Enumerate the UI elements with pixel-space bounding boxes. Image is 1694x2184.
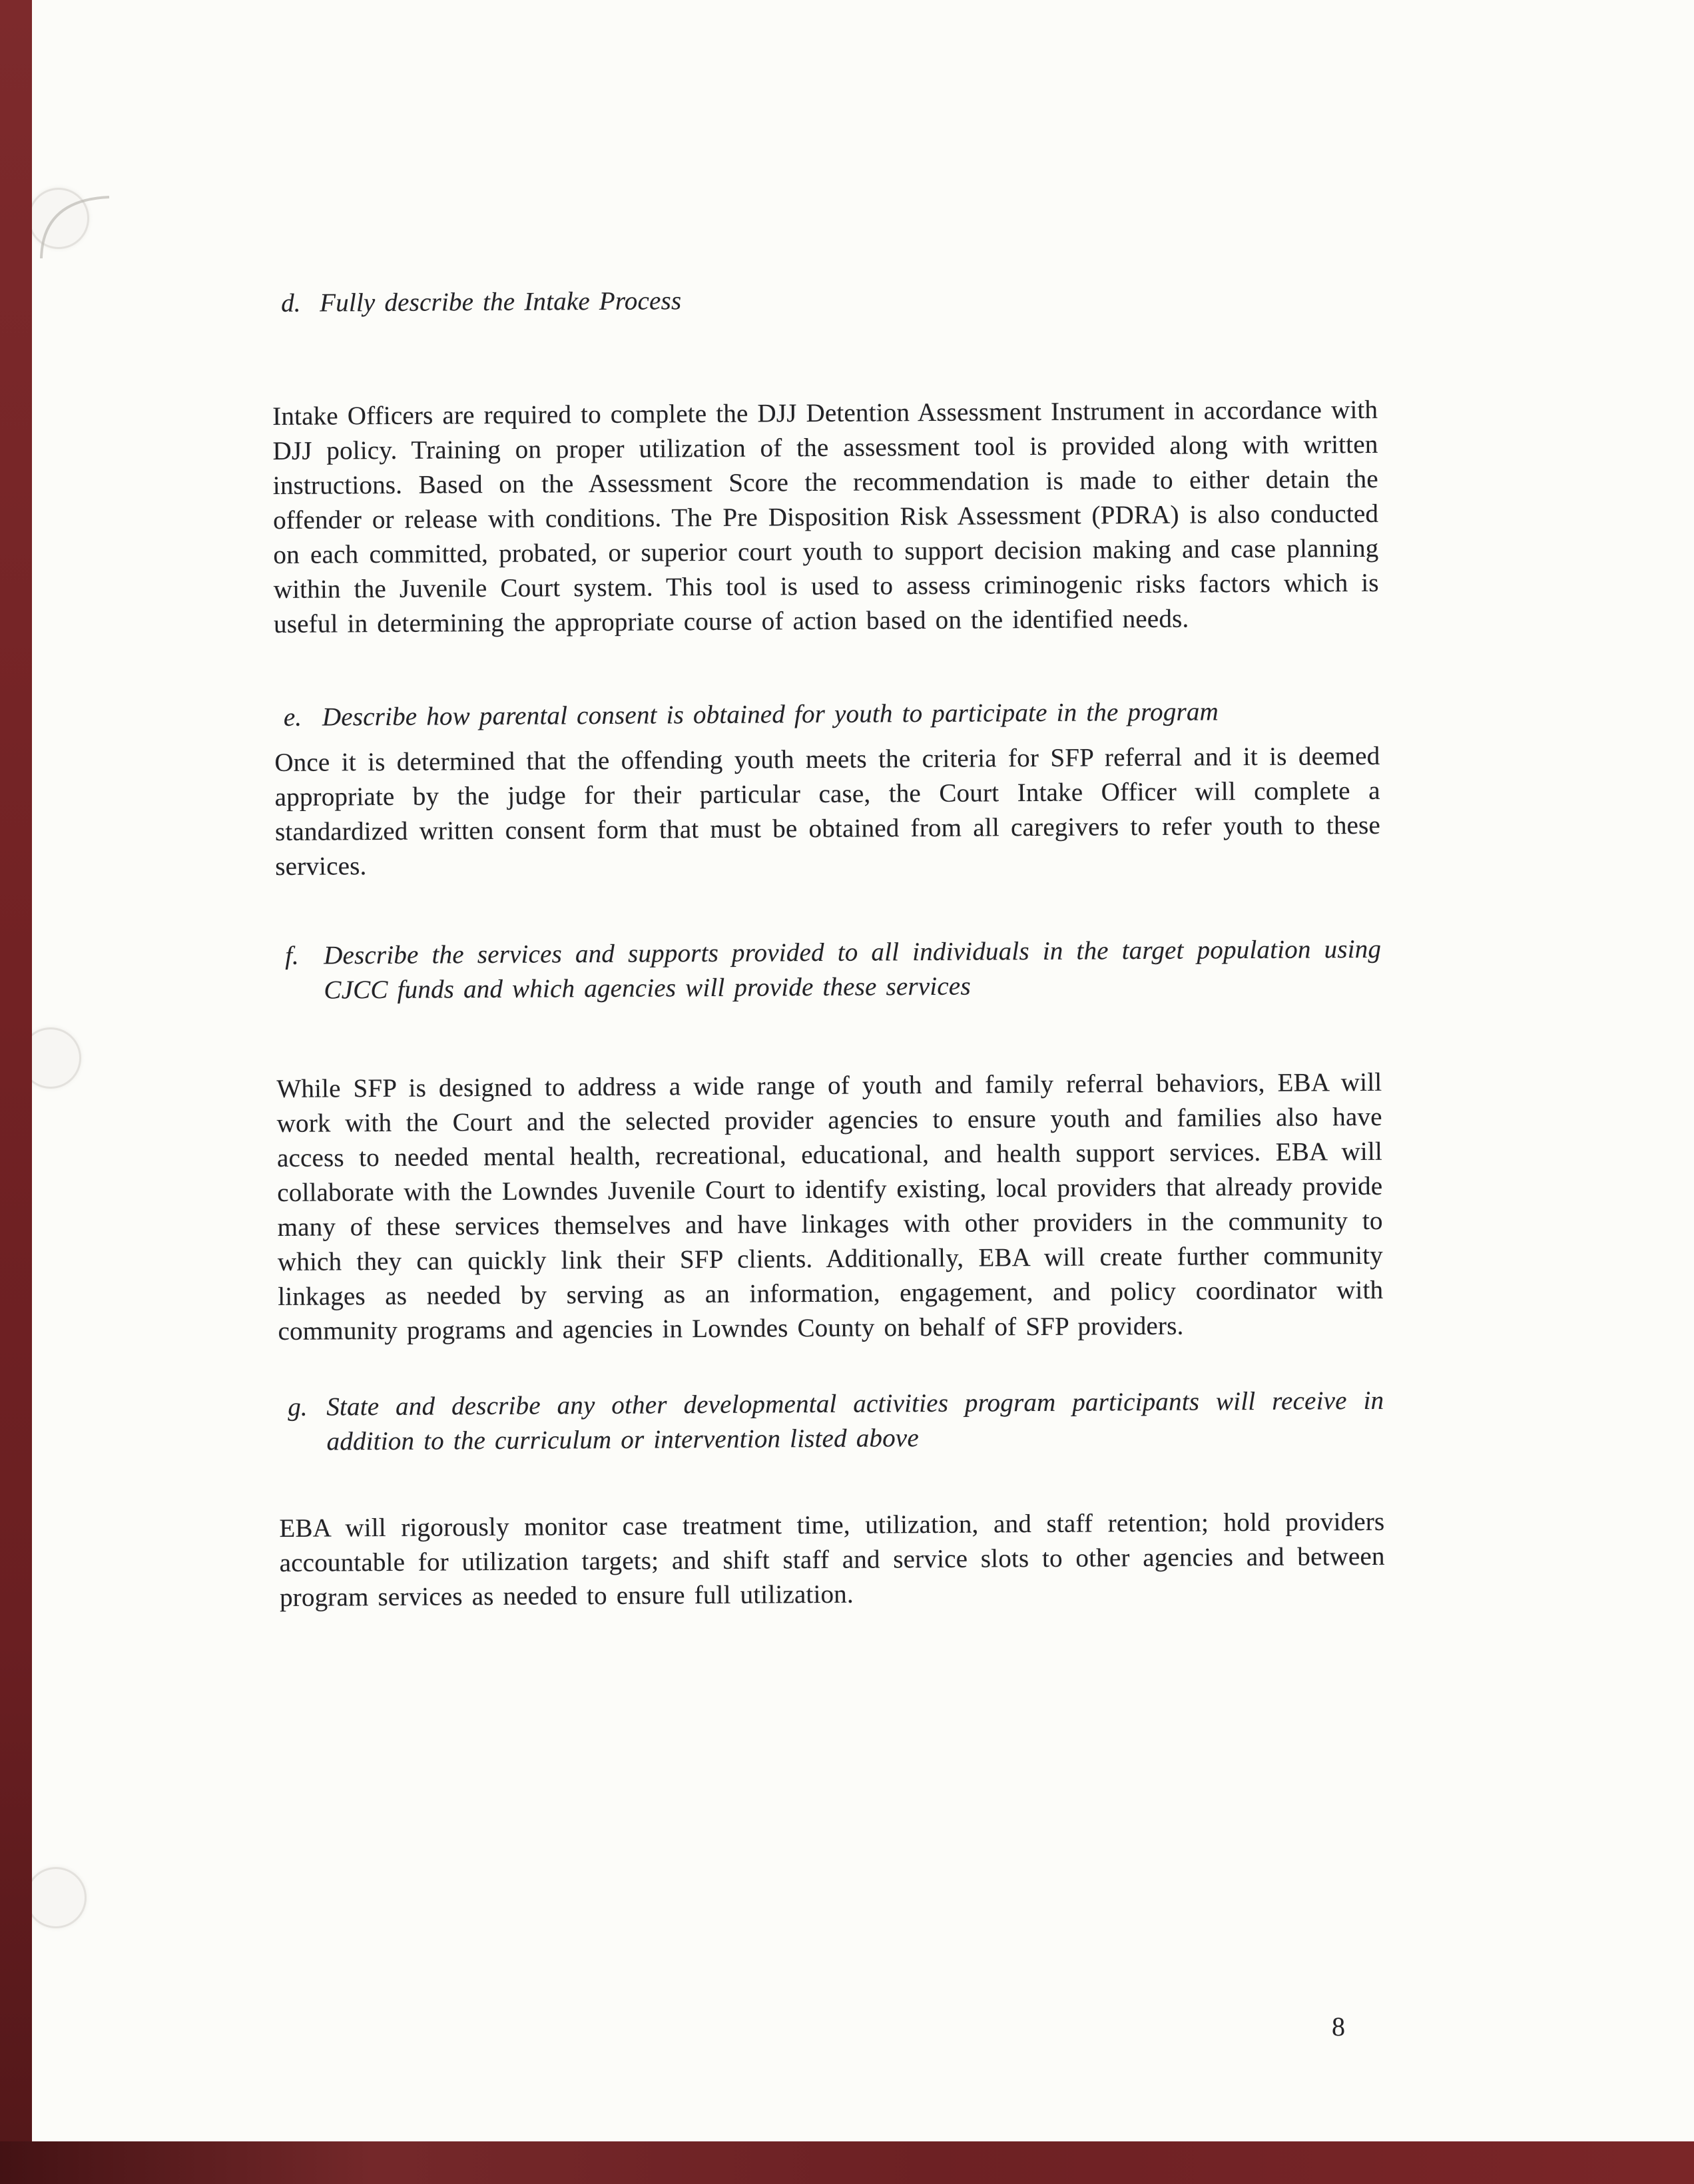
scan-edge-left bbox=[0, 0, 32, 2184]
section-body: Once it is determined that the offending youth meets the criteria for SFP referral and it is deemed appropriate by the judge for their particular case, the Court Intake Officer will complete a standardized written consent form that must be obtained from all caregivers to refer youth to these services. bbox=[274, 741, 1381, 881]
section-d-heading-row bbox=[272, 280, 1377, 321]
section-f-heading-row bbox=[276, 932, 1382, 1008]
document-content bbox=[272, 280, 1385, 1615]
section-body: Intake Officers are required to complete the DJJ Detention Assessment Instrument in accordance with DJJ policy. Training on proper utilization of the assessment tool is provided along with written instructions. Based on the Assessment Score the recommendation is made to either detain the offender or release with conditions. The Pre Disposition Risk Assessment (PDRA) is also conducted on each committed, probated, or superior court youth to support decision making and case planning within the Juvenile Court system. This tool is used to assess criminogenic risks factors which is useful in determining the appropriate course of action based on the identified needs. bbox=[272, 395, 1379, 639]
section-letter: f. bbox=[285, 941, 299, 970]
section-letter: e. bbox=[283, 702, 302, 732]
section-f bbox=[276, 932, 1384, 1349]
section-letter: g. bbox=[288, 1392, 308, 1422]
section-body: While SFP is designed to address a wide range of youth and family referral behaviors, EBA will work with the Court and the selected provider agencies to ensure youth and families also have access to needed mental health, recreational, educational, and health support services. EBA will collaborate with the Lowndes Juvenile Court to identify existing, local providers that already provide many of these services themselves and have linkages with other providers in the community to which they can quickly link their SFP clients. Additionally, EBA will create further community linkages as needed by serving as an information, engagement, and policy coordinator with community programs and agencies in Lowndes County on behalf of SFP providers. bbox=[276, 1067, 1384, 1346]
hole-punch-bottom bbox=[25, 1867, 87, 1928]
page-number: 8 bbox=[1332, 2012, 1345, 2042]
section-e bbox=[274, 694, 1381, 884]
section-g bbox=[278, 1384, 1385, 1615]
scan-edge-bottom bbox=[0, 2141, 1694, 2184]
paper-curl-mark bbox=[36, 192, 123, 265]
section-e-heading-row bbox=[274, 694, 1380, 735]
section-letter: d. bbox=[281, 288, 301, 318]
section-heading: Describe the services and supports provided to all individuals in the target population using CJCC funds and which agencies will provide these services bbox=[324, 934, 1382, 1005]
section-g-heading-row bbox=[278, 1384, 1384, 1460]
section-heading: Fully describe the Intake Process bbox=[320, 286, 682, 318]
section-heading: State and describe any other developmental activities program participants will receive in addition to the curriculum or intervention listed above bbox=[326, 1386, 1384, 1456]
section-d bbox=[272, 280, 1379, 642]
section-body: EBA will rigorously monitor case treatment time, utilization, and staff retention; hold providers accountable for utilization targets; and shift staff and service slots to other agencies and between program services as needed to ensure full utilization. bbox=[279, 1507, 1385, 1612]
section-heading: Describe how parental consent is obtained for youth to participate in the program bbox=[322, 697, 1219, 732]
